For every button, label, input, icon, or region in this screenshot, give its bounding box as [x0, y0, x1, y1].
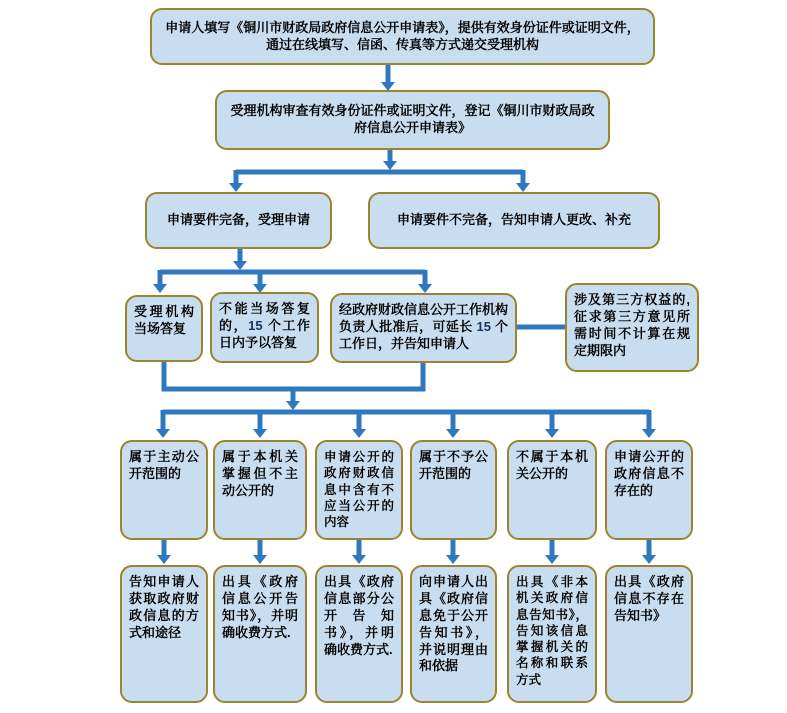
accept-label: 申请要件完备，受理申请: [166, 212, 310, 228]
case-label-1: 属于主动公开范围的: [129, 449, 199, 481]
step2-review-label: 受理机构审查有效身份证件或证明文件，登记《铜川市财政局政府信息公开申请表》: [230, 103, 595, 135]
result-label-5: 出具《非本机关政府信息告知书》，告知该信息掌握机关的名称和联系方式: [516, 575, 588, 687]
step1-apply-label: 申请人填写《铜川市财政局政府信息公开申请表》，提供有效身份证件或证明文件，通过在线填写、信函、传真等方式递交受理机构: [165, 19, 640, 52]
extension-reply-box: [330, 293, 517, 363]
result-label-3: 出具《政府信息部分公开告知书》，并明确收费方式.: [324, 574, 394, 657]
result-label-4: 向申请人出具《政府信息免于公开告知书》，并说明理由和依据: [419, 574, 488, 674]
onsite-reply-box: [125, 295, 203, 362]
case-label-3: 申请公开的政府财政信息中含有不应当公开的内容: [324, 450, 394, 529]
third-party-box: [565, 283, 699, 372]
case-box-6: [605, 440, 693, 540]
accept-box: [145, 192, 332, 249]
result-box-2: [213, 565, 307, 703]
result-box-3: [315, 565, 403, 703]
deadline-reply-box: [210, 292, 319, 363]
arrow-step1-step2: [381, 65, 395, 91]
extension-days: 15: [476, 318, 492, 334]
result-box-4: [410, 565, 497, 703]
case-label-2: 属于本机关掌握但不主动公开的: [222, 449, 298, 498]
arrow-cases-results: [157, 540, 656, 564]
case-box-2: [213, 440, 307, 540]
deadline-reply-pre: 不能当场答复的，: [219, 301, 310, 333]
deadline-days: 15: [248, 317, 263, 333]
result-box-5: [507, 565, 597, 703]
arrow-merge-distribute: [156, 362, 656, 438]
case-label-4: 属于不予公开范围的: [419, 449, 488, 481]
result-label-6: 出具《政府信息不存在告知书》: [614, 574, 684, 623]
deadline-reply-post: 个工作日内予以答复: [219, 317, 310, 350]
result-label-1: 告知申请人获取政府财政信息的方式和途径: [129, 574, 199, 640]
case-label-6: 申请公开的政府信息不存在的: [614, 449, 684, 498]
extension-reply-post: 个工作日，并告知申请人: [339, 318, 508, 351]
result-box-1: [120, 565, 208, 703]
reject-label: 申请要件不完备，告知申请人更改、补充: [396, 212, 631, 228]
reject-box: [368, 192, 660, 249]
case-box-5: [507, 440, 597, 540]
third-party-label: 涉及第三方权益的,征求第三方意见所需时间不计算在规定期限内: [574, 292, 690, 358]
arrow-step2-branches: [229, 150, 530, 192]
step1-apply-box: [150, 8, 655, 65]
case-box-1: [120, 440, 208, 540]
result-label-2: 出具《政府信息公开告知书》，并明确收费方式.: [222, 574, 298, 640]
onsite-reply-label: 受理机构当场答复: [134, 304, 194, 336]
case-box-4: [410, 440, 497, 540]
arrow-accept-branches: [153, 249, 432, 293]
result-box-6: [605, 565, 693, 703]
case-label-5: 不属于本机关公开的: [516, 449, 588, 481]
extension-reply-pre: 经政府财政信息公开工作机构负责人批准后，可延长: [339, 302, 509, 334]
case-box-3: [315, 440, 403, 540]
step2-review-box: [215, 90, 610, 150]
